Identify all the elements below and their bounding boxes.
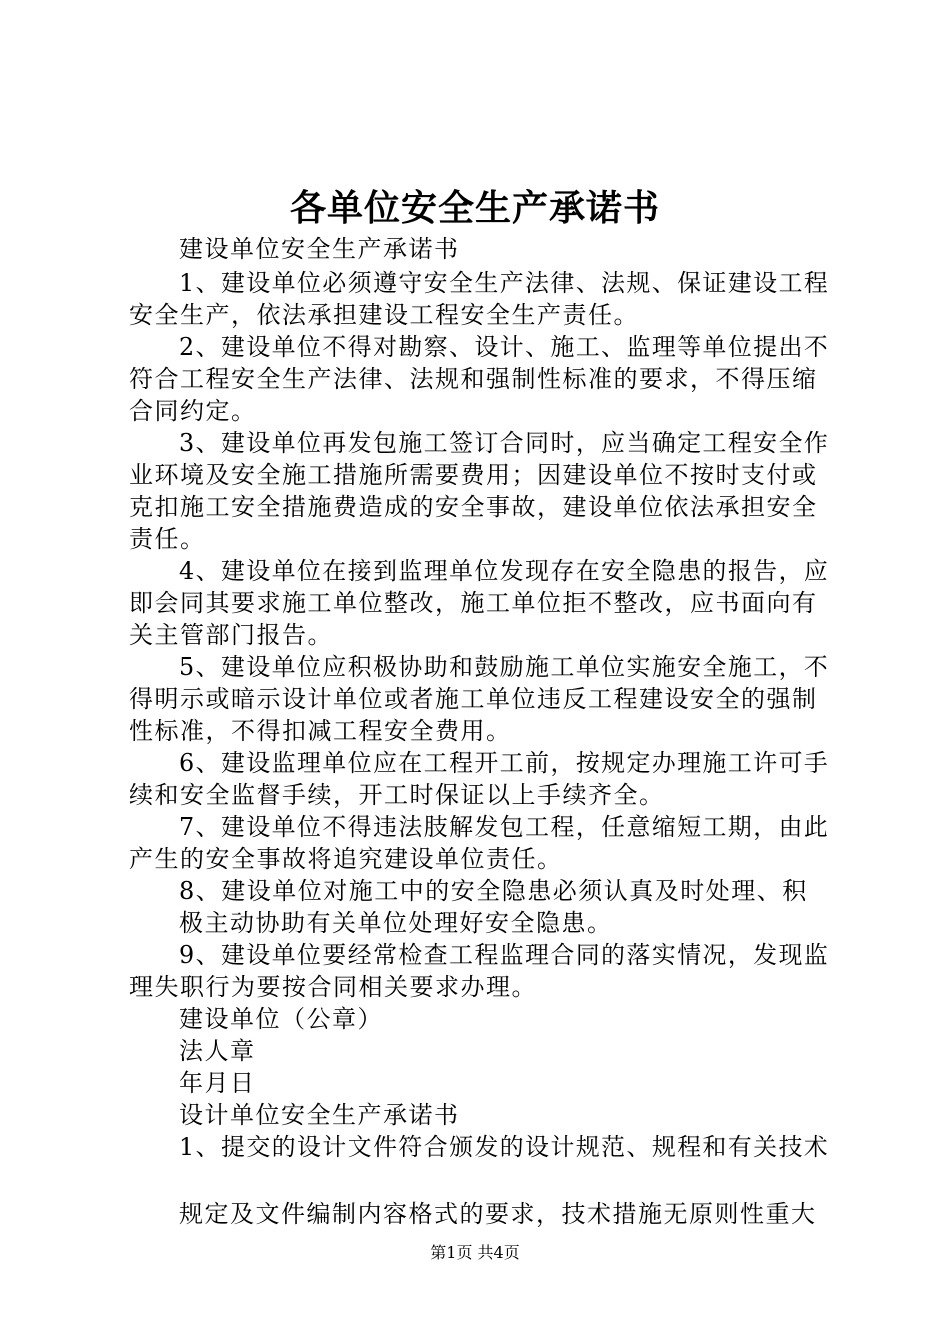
paragraph-line: 性标准，不得扣减工程安全费用。 xyxy=(129,717,512,745)
paragraph-line: 8、建设单位对施工中的安全隐患必须认真及时处理、积 xyxy=(179,877,808,905)
paragraph-line: 理失职行为要按合同相关要求办理。 xyxy=(129,973,537,1001)
signature-date: 年月日 xyxy=(179,1069,256,1097)
paragraph-line: 3、建设单位再发包施工签订合同时，应当确定工程安全作 xyxy=(179,429,830,457)
paragraph-line: 符合工程安全生产法律、法规和强制性标准的要求，不得压缩 xyxy=(129,365,818,393)
paragraph-line: 5、建设单位应积极协助和鼓励施工单位实施安全施工，不 xyxy=(179,653,830,681)
signature-unit-seal: 建设单位（公章） xyxy=(179,1005,383,1033)
paragraph-line: 1、建设单位必须遵守安全生产法律、法规、保证建设工程 xyxy=(179,269,830,297)
paragraph-line: 关主管部门报告。 xyxy=(129,621,333,649)
paragraph-line: 克扣施工安全措施费造成的安全事故，建设单位依法承担安全 xyxy=(129,493,818,521)
paragraph-line: 续和安全监督手续，开工时保证以上手续齐全。 xyxy=(129,781,665,809)
page-number-footer: 第1页 共4页 xyxy=(430,1243,520,1262)
paragraph-line: 1、提交的设计文件符合颁发的设计规范、规程和有关技术 xyxy=(179,1133,830,1161)
paragraph-line: 安全生产，依法承担建设工程安全生产责任。 xyxy=(129,301,639,329)
section-heading-design: 设计单位安全生产承诺书 xyxy=(179,1101,460,1129)
paragraph-line: 极主动协助有关单位处理好安全隐患。 xyxy=(179,909,613,937)
paragraph-line: 7、建设单位不得违法肢解发包工程，任意缩短工期，由此 xyxy=(179,813,830,841)
paragraph-line: 得明示或暗示设计单位或者施工单位违反工程建设安全的强制 xyxy=(129,685,818,713)
paragraph-line: 责任。 xyxy=(129,525,206,553)
paragraph-line: 规定及文件编制内容格式的要求，技术措施无原则性重大 xyxy=(179,1200,817,1228)
document-title: 各单位安全生产承诺书 xyxy=(289,187,660,229)
signature-legal-seal: 法人章 xyxy=(179,1037,256,1065)
paragraph-line: 业环境及安全施工措施所需要费用；因建设单位不按时支付或 xyxy=(129,461,818,489)
paragraph-line: 即会同其要求施工单位整改，施工单位拒不整改，应书面向有 xyxy=(129,589,818,617)
section-heading-construction: 建设单位安全生产承诺书 xyxy=(179,235,460,263)
paragraph-line: 2、建设单位不得对勘察、设计、施工、监理等单位提出不 xyxy=(179,333,830,361)
paragraph-line: 产生的安全事故将追究建设单位责任。 xyxy=(129,845,563,873)
paragraph-line: 9、建设单位要经常检查工程监理合同的落实情况，发现监 xyxy=(179,941,830,969)
paragraph-line: 6、建设监理单位应在工程开工前，按规定办理施工许可手 xyxy=(179,749,830,777)
paragraph-line: 4、建设单位在接到监理单位发现存在安全隐患的报告，应 xyxy=(179,557,830,585)
paragraph-line: 合同约定。 xyxy=(129,397,257,425)
